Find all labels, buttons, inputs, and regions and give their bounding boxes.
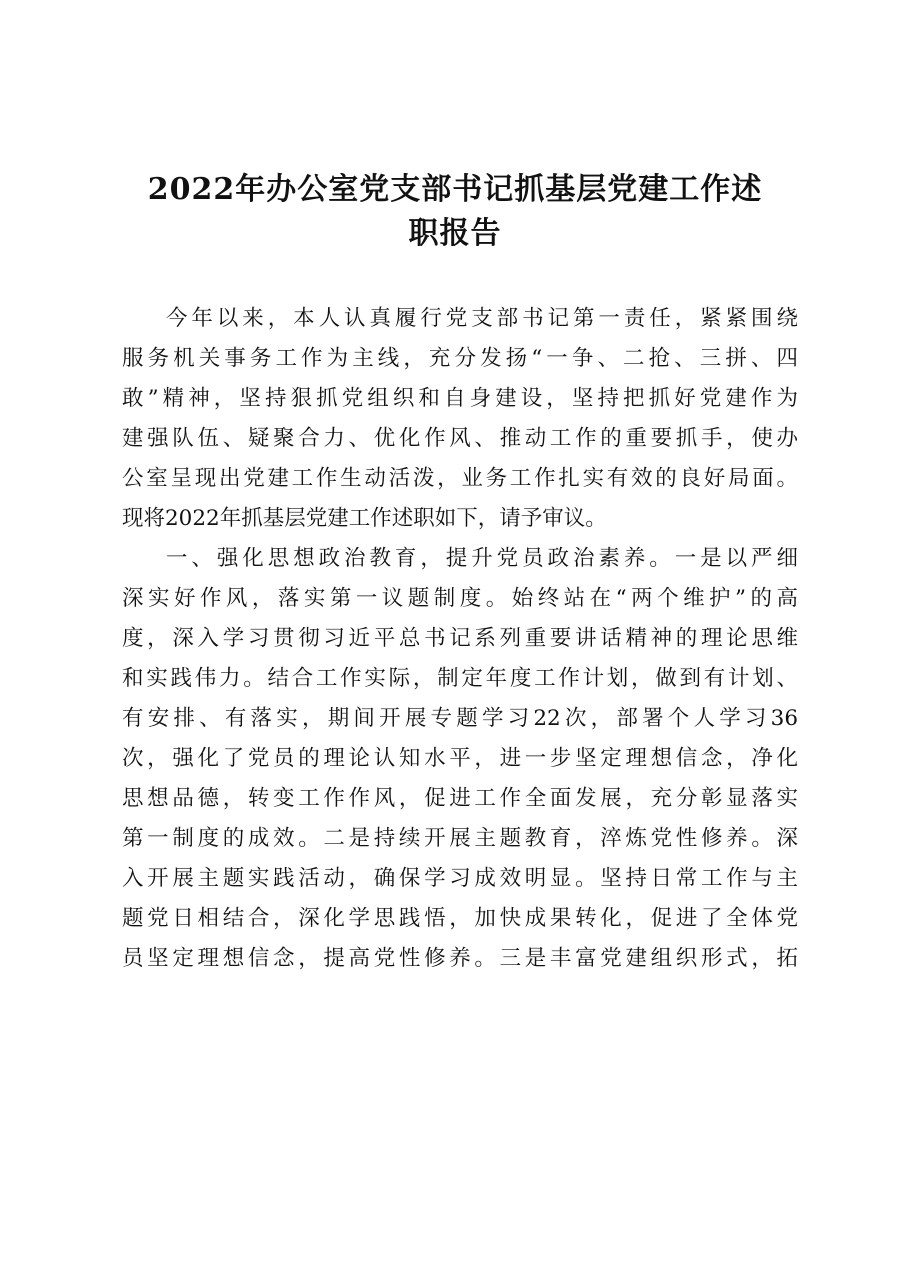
paragraph-2-line-3: 度，深入学习贯彻习近平总书记系列重要讲话精神的理论思维 [122,626,798,651]
paragraph-2-line-7: 思想品德，转变工作作风，促进工作全面发展，充分彰显落实 [122,786,798,811]
paragraph-1-line-5: 公室呈现出党建工作生动活泼，业务工作扎实有效的良好局面。 [122,466,798,491]
paragraph-2-line-11: 员坚定理想信念，提高党性修养。三是丰富党建组织形式，拓 [122,946,798,971]
document-title [110,168,800,256]
paragraph-2-line-2: 深实好作风，落实第一议题制度。始终站在“两个维护”的高 [122,586,798,611]
paragraph-2-line-8: 第一制度的成效。二是持续开展主题教育，淬炼党性修养。深 [122,826,798,851]
paragraph-2-line-9: 入开展主题实践活动，确保学习成效明显。坚持日常工作与主 [122,866,798,891]
paragraph-1-line-2: 服务机关事务工作为主线，充分发扬“一争、二抢、三拼、四 [122,346,798,371]
paragraph-1-line-6: 现将2022年抓基层党建工作述职如下，请予审议。 [122,506,607,531]
paragraph-1-line-1: 今年以来，本人认真履行党支部书记第一责任，紧紧围绕 [166,306,798,331]
paragraph-2-line-5: 有安排、有落实，期间开展专题学习22次，部署个人学习36 [122,706,798,731]
paragraph-1-line-3: 敢”精神，坚持狠抓党组织和自身建设，坚持把抓好党建作为 [122,386,798,411]
title-line-2: 职报告 [408,216,502,251]
paragraph-2-line-6: 次，强化了党员的理论认知水平，进一步坚定理想信念，净化 [122,746,798,771]
paragraph-2-line-4: 和实践伟力。结合工作实际，制定年度工作计划，做到有计划、 [122,666,798,691]
paragraph-2-line-1: 一、强化思想政治教育，提升党员政治素养。一是以严细 [166,546,798,571]
paragraph-1-line-4: 建强队伍、疑聚合力、优化作风、推动工作的重要抓手，使办 [122,426,798,451]
paragraph-2-line-10: 题党日相结合，深化学思践悟，加快成果转化，促进了全体党 [122,906,798,931]
title-line-1: 2022年办公室党支部书记抓基层党建工作述 [147,172,763,207]
document-body [122,299,798,979]
